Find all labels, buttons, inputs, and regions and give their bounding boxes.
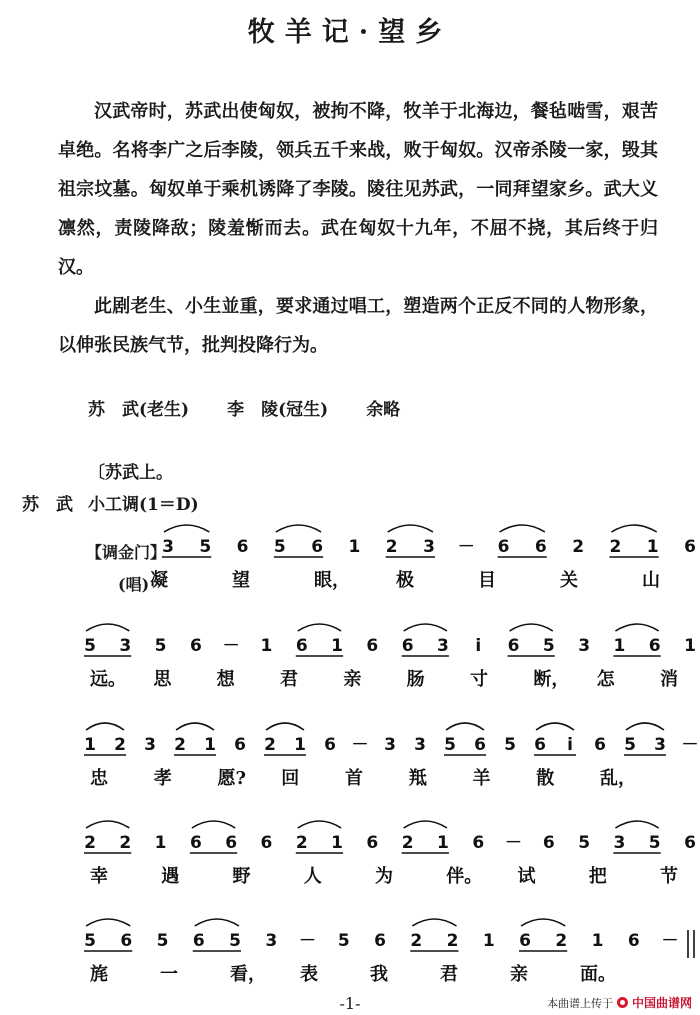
score-note: 1 (331, 833, 343, 853)
score-note: 3 (613, 833, 626, 853)
lyric-char: 乱， (600, 768, 636, 789)
lyric-char: 凝 (150, 570, 168, 591)
lyric-char: 亲 (510, 964, 528, 985)
page-title: 牧羊记·望乡 (247, 17, 453, 48)
key-signature: 小工调(1＝D) (88, 495, 199, 515)
score-note: 6 (684, 537, 696, 557)
score-note: 3 (423, 537, 435, 557)
lyric-char: 伴。 (446, 866, 483, 887)
intro-text (58, 92, 658, 365)
slur-mark (500, 525, 545, 532)
tune-label: 【调金门】 (86, 543, 167, 562)
slur-mark (176, 723, 214, 730)
lyric-char: 望 (232, 570, 250, 591)
lyric-char: 君 (440, 964, 458, 985)
lyric-char: 幸 (90, 866, 108, 887)
slur-mark (446, 723, 484, 730)
lyric-char: 眼， (314, 570, 350, 591)
lyric-char: 节 (660, 866, 678, 887)
slur-mark (404, 624, 447, 631)
score-note: 6 (542, 833, 555, 853)
score-note: 6 (627, 931, 640, 951)
lyric-char: 一 (160, 964, 178, 985)
score-note: 5 (648, 833, 661, 853)
score-note: 3 (654, 735, 666, 755)
score-note: 2 (410, 931, 423, 951)
page-number: -1- (339, 994, 361, 1013)
upload-credit (547, 994, 692, 1011)
score-note: 6 (534, 735, 546, 755)
score-note: 5 (156, 931, 169, 951)
score-note: 6 (189, 833, 202, 853)
intro-paragraph-2: 此剧老生、小生並重，要求通过唱工，塑造两个正反不同的人物形象，以伸张民族气节，批判投降行为。 (58, 296, 658, 356)
lyric-char: 目 (478, 570, 496, 591)
credit-site: 中国曲谱网 (631, 996, 692, 1010)
score-note: 5 (84, 931, 96, 951)
score-note: 1 (684, 636, 696, 656)
lyric-char: 君 (280, 669, 298, 690)
slur-mark (626, 723, 664, 730)
score-note: 5 (624, 735, 636, 755)
score-note: 6 (311, 537, 324, 557)
score-note: 3 (162, 537, 174, 557)
slur-mark (164, 525, 209, 532)
score-note: 6 (192, 931, 205, 951)
slur-mark (615, 821, 658, 828)
intro-paragraph-1: 汉武帝时，苏武出使匈奴，被拘不降，牧羊于北海边，餐毡啮雪，艰苦卓绝。名将李广之后李陵，领兵五千来战，败于匈奴。汉帝杀陵一家，毁其祖宗坟墓。匈奴单于乘机诱降了李陵。陵往见苏武，一同拜望家乡。武大义凛然，责陵降敌；陵羞惭而去。武在匈奴十九年，不屈不挠，其后终于归汉。 (58, 101, 658, 278)
score-note: 6 (366, 833, 379, 853)
slur-mark (615, 624, 658, 631)
score-note: 5 (578, 833, 591, 853)
slur-mark (388, 525, 433, 532)
lyric-char: 寸 (470, 669, 488, 690)
score-note: － (457, 537, 475, 557)
lyric-char: 消 (660, 669, 678, 690)
score-note: 6 (324, 735, 336, 755)
score-note: 2 (446, 931, 459, 951)
score-note: 5 (337, 931, 350, 951)
score-note: － (681, 735, 699, 755)
role-name: 苏 武 (22, 495, 73, 515)
score-note: 5 (199, 537, 212, 557)
lyric-char: 怎 (596, 669, 615, 690)
lyric-char: 试 (517, 866, 536, 887)
score-note: 3 (384, 735, 396, 755)
score-note: 3 (437, 636, 449, 656)
score-note: 3 (578, 636, 591, 656)
slur-mark (86, 919, 130, 926)
score-note: 6 (401, 636, 414, 656)
slur-mark (195, 919, 239, 926)
lyric-char: 想 (216, 669, 235, 690)
score-note: 1 (646, 537, 659, 557)
score-note: 1 (348, 537, 361, 557)
lyric-char: 忠 (90, 768, 108, 789)
score-note: 2 (264, 735, 276, 755)
score-note: 2 (609, 537, 622, 557)
cast-others: 余略 (366, 400, 401, 420)
lyric-char: 孝 (153, 768, 172, 789)
lyric-char: 极 (396, 570, 414, 591)
lyric-char: 旄 (90, 964, 108, 985)
score-note: 2 (401, 833, 414, 853)
slur-mark (86, 821, 129, 828)
lyric-char: 回 (281, 768, 300, 789)
credit-prefix: 本曲谱上传于 (546, 996, 613, 1010)
score-note: － (505, 833, 523, 853)
slur-mark (536, 723, 574, 730)
score-note: 6 (497, 537, 510, 557)
lyric-char: 为 (375, 866, 393, 887)
score-note: 1 (84, 735, 96, 755)
score-note: 2 (555, 931, 568, 951)
slur-mark (510, 624, 553, 631)
score-note: 6 (374, 931, 386, 951)
lyric-char: 人 (303, 866, 322, 887)
score-note: 3 (265, 931, 278, 951)
score-note: 1 (154, 833, 167, 853)
score-note: 6 (507, 636, 520, 656)
score-note: 6 (519, 931, 531, 951)
lyric-char: 面。 (580, 964, 616, 985)
score-note: 6 (594, 735, 606, 755)
score-note: 6 (236, 537, 249, 557)
score-note: 6 (295, 636, 308, 656)
score-note: 6 (366, 636, 379, 656)
lyric-char: 肠 (406, 669, 425, 690)
score-note: 1 (482, 931, 495, 951)
lyric-char: 把 (588, 866, 607, 887)
score-note: － (299, 931, 316, 951)
score-note: － (661, 931, 679, 951)
score-note: 2 (84, 833, 96, 853)
lyric-char: 首 (345, 768, 363, 789)
lyric-char: 思 (153, 669, 172, 690)
lyric-char: 羊 (472, 768, 491, 789)
score-note: 5 (542, 636, 555, 656)
score-note: 2 (119, 833, 132, 853)
cast-su-wu: 苏 武(老生) (88, 400, 190, 420)
score-note: 6 (120, 931, 133, 951)
lyric-char: 看， (230, 964, 266, 985)
score-note: 6 (474, 735, 486, 755)
score-note: 3 (144, 735, 156, 755)
slur-mark (86, 624, 129, 631)
slur-mark (192, 821, 235, 828)
lyric-char: 野 (232, 866, 251, 887)
sing-label: (唱) (118, 575, 150, 594)
score-note: 2 (174, 735, 186, 755)
slur-mark (298, 624, 341, 631)
score-note: － (222, 636, 240, 656)
score-note: 1 (204, 735, 216, 755)
score-note: 6 (189, 636, 202, 656)
score-note: 5 (273, 537, 286, 557)
score-note: 2 (295, 833, 308, 853)
slur-mark (298, 821, 341, 828)
score-note: 2 (114, 735, 126, 755)
slur-mark (412, 919, 456, 926)
score-note: － (351, 735, 369, 755)
lyric-char: 愿? (217, 768, 247, 789)
lyric-char: 遇 (161, 866, 180, 887)
slur-mark (404, 821, 447, 828)
score-note: 6 (225, 833, 238, 853)
score-note: 2 (385, 537, 398, 557)
stage-direction: 〔苏武上。 (88, 463, 173, 483)
score-note: 1 (331, 636, 343, 656)
lyric-char: 表 (300, 964, 318, 985)
score-note: 6 (534, 537, 547, 557)
score-note: i (567, 735, 573, 755)
score-note: 6 (472, 833, 485, 853)
lyric-char: 山 (642, 570, 660, 591)
score-note: 1 (437, 833, 449, 853)
score-note: 6 (260, 833, 273, 853)
score-note: 5 (229, 931, 241, 951)
site-logo-icon (617, 997, 628, 1008)
cast-list (88, 395, 400, 420)
score-note: 3 (414, 735, 426, 755)
score-note: 5 (504, 735, 516, 755)
score-note: i (475, 636, 482, 656)
lyric-char: 羝 (408, 768, 427, 789)
score-note: 2 (572, 537, 585, 557)
slur-mark (266, 723, 304, 730)
score-note: 6 (684, 833, 696, 853)
slur-mark (86, 723, 124, 730)
lyric-char: 断， (533, 669, 570, 690)
lyric-char: 关 (560, 570, 578, 591)
score-note: 5 (444, 735, 456, 755)
lyric-char: 散 (536, 768, 555, 789)
cast-li-ling: 李 陵(冠生) (227, 400, 329, 420)
score-note: 3 (119, 636, 132, 656)
score-note: 1 (613, 636, 626, 656)
slur-mark (611, 525, 656, 532)
lyric-char: 我 (370, 964, 388, 985)
lyric-char: 远。 (90, 669, 126, 690)
slur-mark (521, 919, 565, 926)
score-note: 1 (591, 931, 604, 951)
score-note: 5 (84, 636, 96, 656)
score-note: 1 (294, 735, 306, 755)
score-note: 1 (260, 636, 273, 656)
lyric-char: 亲 (343, 669, 362, 690)
score-note: 6 (234, 735, 246, 755)
score-note: 5 (154, 636, 167, 656)
slur-mark (276, 525, 321, 532)
score-note: 6 (648, 636, 661, 656)
